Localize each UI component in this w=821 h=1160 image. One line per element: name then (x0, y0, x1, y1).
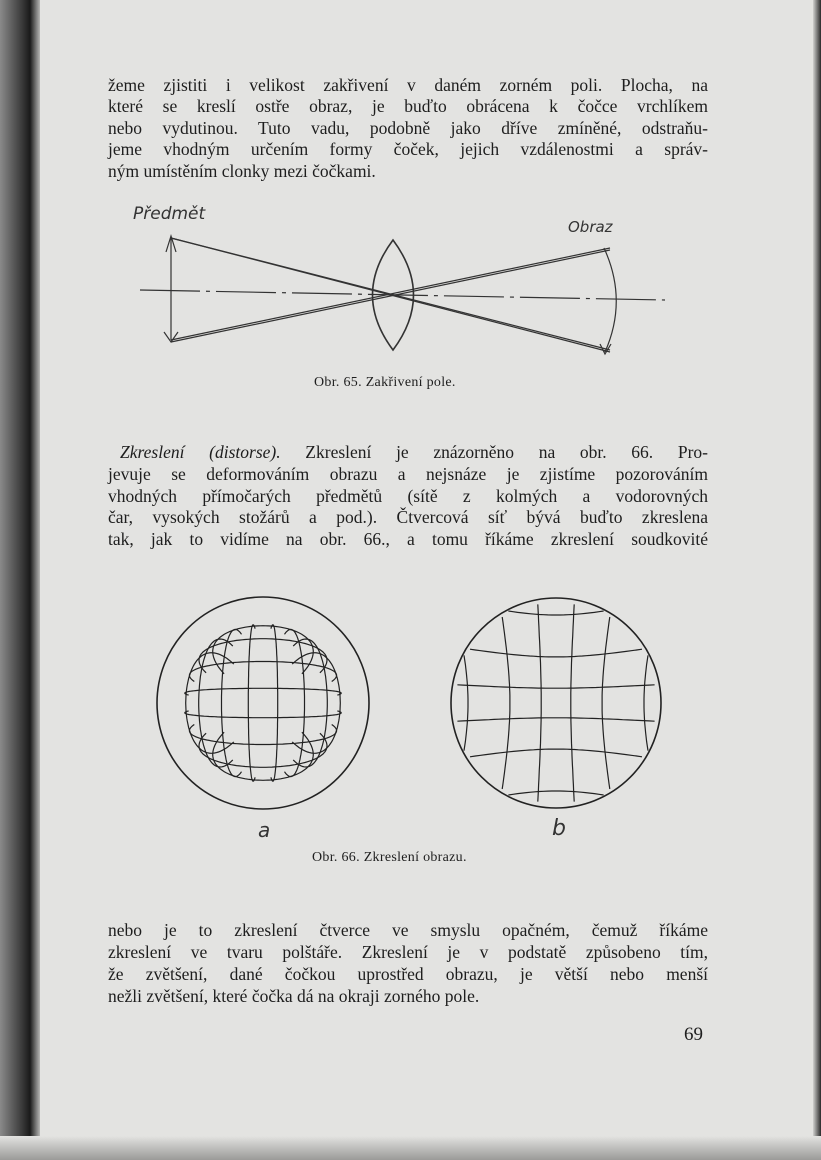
grid-vertical-line (271, 625, 278, 781)
grid-horizontal-line (508, 611, 603, 615)
grid-vertical-line (292, 653, 340, 754)
ray (171, 238, 610, 352)
ray (171, 250, 610, 342)
grid-vertical-line (293, 639, 327, 767)
grid-vertical-line (186, 653, 234, 754)
grid-horizontal-line (185, 688, 341, 695)
text-line: nežli zvětšení, které čočka dá na okraji zorného pole. (108, 986, 480, 1006)
grid-boundary-circle (451, 598, 661, 808)
figure-65-diagram (140, 236, 665, 354)
label-object: Předmět (133, 204, 206, 224)
grid-horizontal-line (213, 732, 314, 780)
figure-65-caption: Obr. 65. Zakřivení pole. (314, 375, 456, 390)
grid-vertical-line (464, 655, 468, 750)
text-line: jeme vhodným určením formy čoček, jejich vzdálenostmi a správ- (108, 139, 708, 159)
text-line: jevuje se deformováním obrazu a nejsnáze je zjistíme pozorováním (108, 464, 708, 484)
text-line: ným umístěním clonky mezi čočkami. (108, 161, 376, 181)
figure-66-caption: Obr. 66. Zkreslení obrazu. (312, 850, 467, 865)
grid-horizontal-line (457, 718, 654, 721)
text-line: tak, jak to vidíme na obr. 66., a tomu říkáme zkreslení soudkovité (108, 529, 708, 549)
grid-horizontal-line (470, 649, 642, 657)
label-b: b (552, 816, 566, 841)
section-heading: Zkreslení (distorse). (120, 442, 281, 462)
grid-vertical-line (199, 639, 233, 767)
text-line: žeme zjistiti i velikost zakřivení v daném zorném poli. Plocha, na (108, 75, 708, 95)
grid-horizontal-line (199, 639, 327, 673)
page-number: 69 (684, 1024, 703, 1045)
text-line: nebo je to zkreslení čtverce ve smyslu opačném, čemuž říkáme (108, 920, 708, 940)
ray (171, 248, 610, 340)
label-image: Obraz (568, 218, 613, 236)
grid-horizontal-line (185, 711, 341, 718)
grid-vertical-line (644, 655, 648, 750)
grid-vertical-line (538, 604, 541, 801)
grid-horizontal-line (508, 791, 603, 795)
grid-horizontal-line (457, 685, 654, 688)
grid-horizontal-line (189, 725, 336, 745)
text-span: Zkreslení je znázorněno na obr. 66. Pro- (280, 442, 708, 462)
grid-horizontal-line (470, 749, 642, 757)
text-line: že zvětšení, dané čočkou uprostřed obrazu, je větší nebo menší (108, 964, 708, 984)
grid-vertical-line (222, 629, 242, 776)
pincushion-distortion-grid (451, 598, 661, 808)
text-line: nebo vydutinou. Tuto vadu, podobně jako dříve zmíněné, odstraňu- (108, 118, 708, 138)
barrel-distortion-grid (157, 597, 369, 809)
grid-vertical-line (602, 617, 610, 789)
grid-horizontal-line (213, 626, 314, 674)
label-a: a (258, 818, 271, 842)
text-line: vhodných přímočarých předmětů (sítě z kolmých a vodorovných (108, 486, 708, 506)
grid-vertical-line (502, 617, 510, 789)
grid-vertical-line (571, 604, 574, 801)
grid-horizontal-line (189, 662, 336, 682)
grid-vertical-line (285, 629, 305, 776)
grid-horizontal-line (199, 733, 327, 767)
curved-image-surface (604, 248, 616, 352)
grid-boundary-circle (157, 597, 369, 809)
grid-vertical-line (248, 625, 255, 781)
text-line (120, 442, 708, 463)
text-line: které se kreslí ostře obraz, je buďto obrácena k čočce vrchlíkem (108, 96, 708, 116)
text-line: zkreslení ve tvaru polštáře. Zkreslení je v podstatě způsobeno tím, (108, 942, 708, 962)
text-line: čar, vysokých stožárů a pod.). Čtvercová síť bývá buďto zkreslena (108, 507, 708, 527)
